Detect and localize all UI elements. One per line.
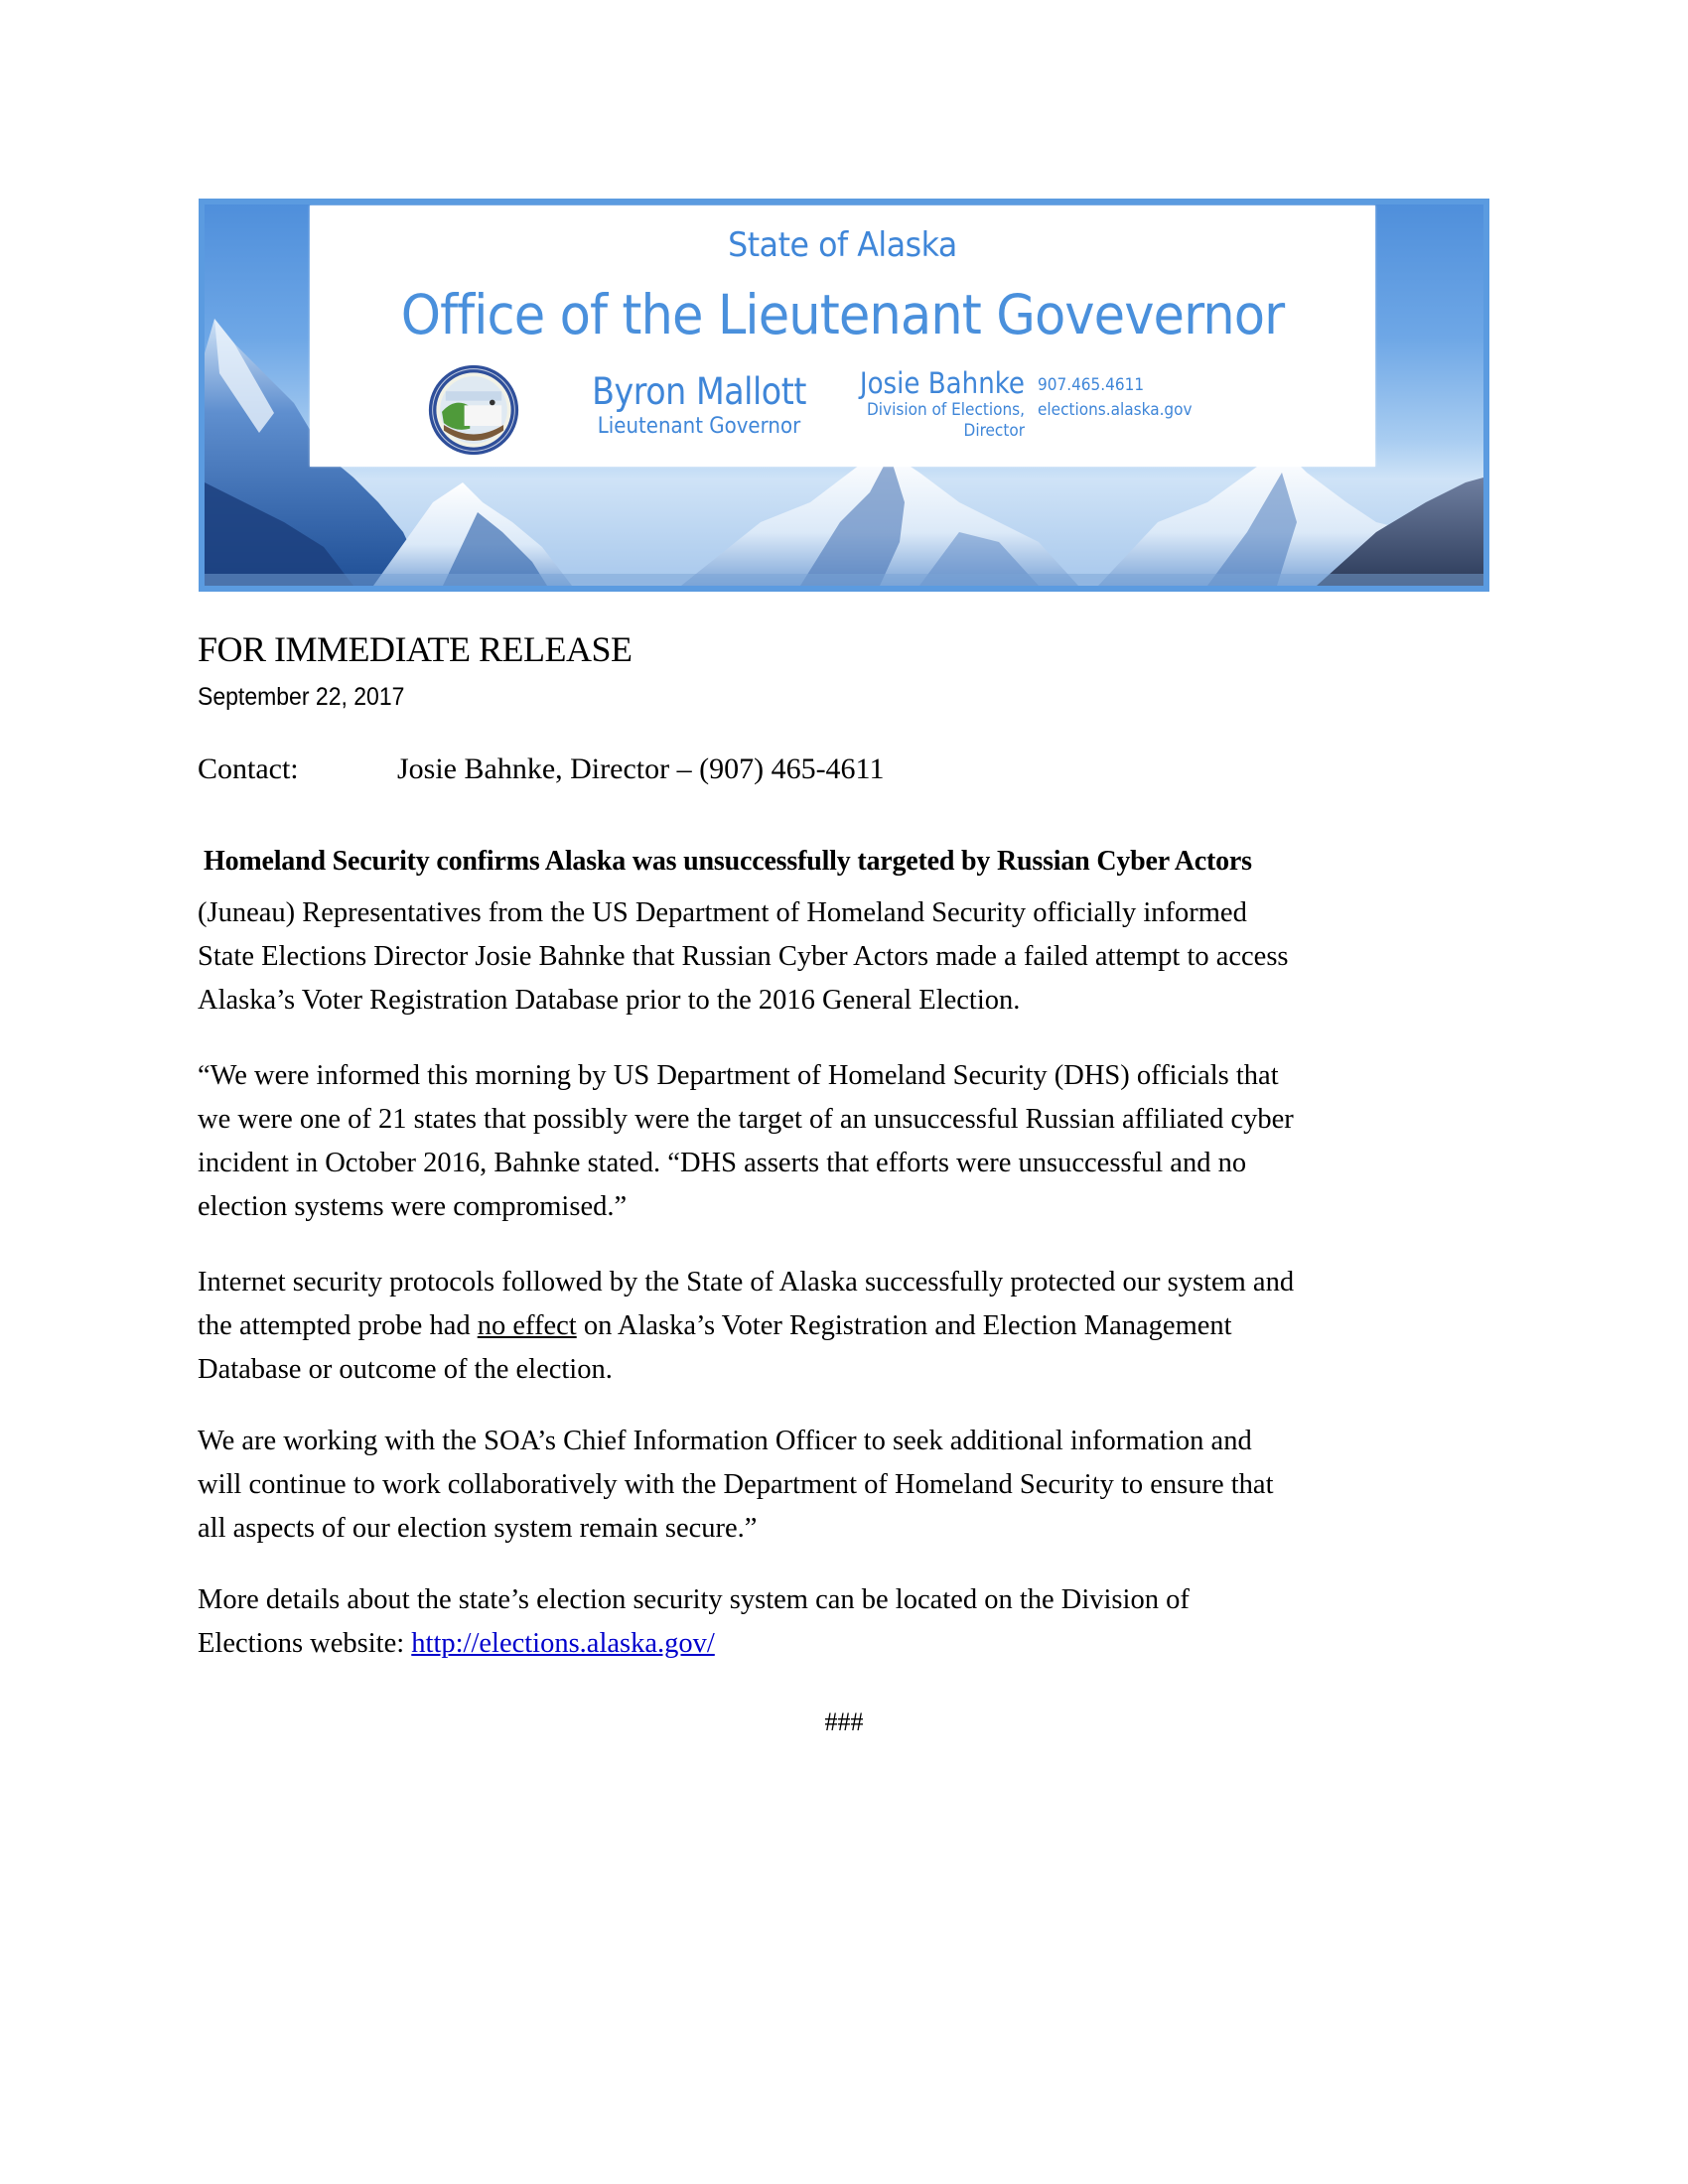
text-segment: Elections website:: [198, 1628, 405, 1659]
paragraph-line: election systems were compromised.”: [198, 1191, 628, 1222]
elections-website-link[interactable]: http://elections.alaska.gov/: [411, 1628, 715, 1659]
paragraph-3: [198, 1261, 1508, 1392]
end-mark: ###: [824, 1707, 864, 1736]
lieutenant-governor-name: Byron Mallott: [592, 370, 806, 413]
paragraph-5: [198, 1578, 1508, 1666]
lieutenant-governor-title: Lieutenant Governor: [597, 414, 801, 439]
text-segment: the attempted probe had: [198, 1310, 471, 1341]
text-segment: on Alaska’s Voter Registration and Election Management: [583, 1310, 1232, 1341]
paragraph-line: More details about the state’s election security system can be located on the Division of: [198, 1584, 1190, 1615]
director-phone: 907.465.4611: [1038, 375, 1145, 395]
director-division: Division of Elections,: [867, 400, 1025, 420]
paragraph-line: incident in October 2016, Bahnke stated. “DHS asserts that efforts were unsuccessful and no: [198, 1148, 1247, 1178]
paragraph-1: [198, 891, 1508, 1023]
paragraph-line: Alaska’s Voter Registration Database prior to the 2016 General Election.: [198, 985, 1021, 1016]
header-banner: [199, 199, 1489, 592]
paragraph-line: “We were informed this morning by US Department of Homeland Security (DHS) officials that: [198, 1060, 1279, 1091]
headline: Homeland Security confirms Alaska was unsuccessfully targeted by Russian Cyber Actors: [204, 846, 1252, 877]
paragraph-4: [198, 1420, 1508, 1551]
contact-value: Josie Bahnke, Director – (907) 465-4611: [397, 752, 885, 785]
release-label: FOR IMMEDIATE RELEASE: [198, 629, 633, 669]
banner-title-panel: [310, 205, 1375, 467]
paragraph-line: [198, 1304, 1508, 1348]
paragraph-line: State Elections Director Josie Bahnke that Russian Cyber Actors made a failed attempt to access: [198, 941, 1289, 972]
paragraph-line: (Juneau) Representatives from the US Department of Homeland Security officially informed: [198, 897, 1247, 928]
paragraph-line: Internet security protocols followed by the State of Alaska successfully protected our system and: [198, 1267, 1295, 1297]
paragraph-line: all aspects of our election system remain secure.”: [198, 1513, 758, 1544]
paragraph-line: We are working with the SOA’s Chief Information Officer to seek additional information and: [198, 1426, 1252, 1456]
paragraph-2: [198, 1054, 1508, 1229]
office-title: Office of the Lieutenant Govevernor: [400, 283, 1285, 346]
paragraph-line: [198, 1622, 1508, 1666]
director-website: elections.alaska.gov: [1038, 400, 1193, 420]
release-date: September 22, 2017: [198, 683, 405, 711]
paragraph-line: Database or outcome of the election.: [198, 1354, 613, 1385]
emphasis-underlined: no effect: [477, 1310, 577, 1341]
state-title: State of Alaska: [728, 225, 957, 265]
director-title: Director: [963, 421, 1025, 441]
contact-label: Contact:: [198, 752, 299, 785]
paragraph-line: will continue to work collaboratively with the Department of Homeland Security to ensure that: [198, 1469, 1274, 1500]
state-seal-icon: [427, 363, 520, 457]
director-name: Josie Bahnke: [859, 366, 1025, 400]
paragraph-line: we were one of 21 states that possibly were the target of an unsuccessful Russian affiliated cyber: [198, 1104, 1294, 1135]
